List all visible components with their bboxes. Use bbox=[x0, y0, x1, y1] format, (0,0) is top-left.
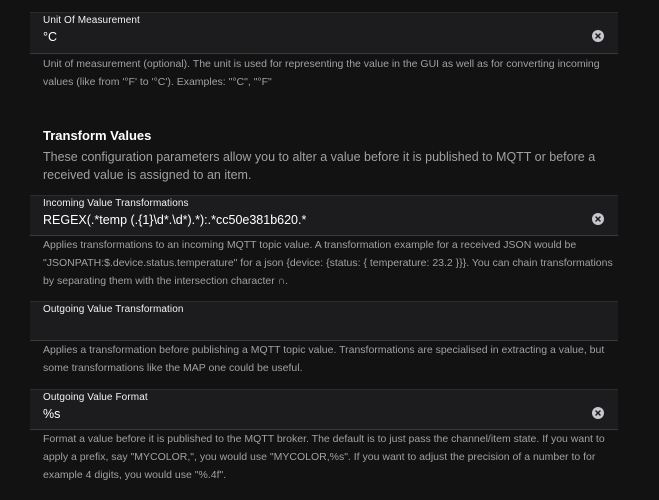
outgoing-format-label: Outgoing Value Format bbox=[43, 392, 148, 403]
incoming-transformations-help: Applies transformations to an incoming MQTT topic value. A transformation example for a received JSON would be "JSONPATH:$.device.status.temperature" for a json {device: {status: { temperature: 23.2 }}}. You can chain transformations by separating them with the intersection character ∩. bbox=[43, 239, 613, 287]
clear-icon[interactable] bbox=[592, 30, 604, 42]
clear-icon[interactable] bbox=[592, 213, 604, 225]
incoming-transformations-label: Incoming Value Transformations bbox=[43, 198, 189, 209]
outgoing-format-input[interactable]: %s bbox=[43, 407, 61, 421]
unit-of-measurement-input[interactable]: °C bbox=[43, 30, 58, 44]
clear-icon[interactable] bbox=[592, 407, 604, 419]
outgoing-transformation-label: Outgoing Value Transformation bbox=[43, 304, 184, 315]
unit-of-measurement-help: Unit of measurement (optional). The unit is used for representing the value in the GUI as well as for converting incoming values (like from '°F' to '°C'). Examples: "°C", "°F" bbox=[43, 58, 600, 88]
unit-of-measurement-label: Unit Of Measurement bbox=[43, 15, 140, 26]
outgoing-transformation-help: Applies a transformation before publishing a MQTT topic value. Transformations are specialised in extracting a value, but some transformations like the MAP one could be useful. bbox=[43, 344, 605, 374]
section-title: Transform Values bbox=[43, 128, 152, 143]
incoming-transformations-input[interactable]: REGEX(.*temp (.{1}\d*.\d*).*):.*cc50e381b620.* bbox=[43, 213, 307, 227]
outgoing-transformation-field[interactable] bbox=[30, 301, 618, 341]
unit-of-measurement-field[interactable] bbox=[30, 12, 618, 54]
incoming-transformations-field[interactable] bbox=[30, 195, 618, 236]
section-description: These configuration parameters allow you to alter a value before it is published to MQTT or before a received value is assigned to an item. bbox=[43, 150, 596, 182]
outgoing-format-help: Format a value before it is published to the MQTT broker. The default is to just pass the channel/item state. If you want to apply a prefix, say "MYCOLOR,", you would use "MYCOLOR,%s". If you want to adjust the precision of a number to for example 4 digits, you would use "%.4f". bbox=[43, 433, 605, 481]
outgoing-format-field[interactable] bbox=[30, 389, 618, 430]
